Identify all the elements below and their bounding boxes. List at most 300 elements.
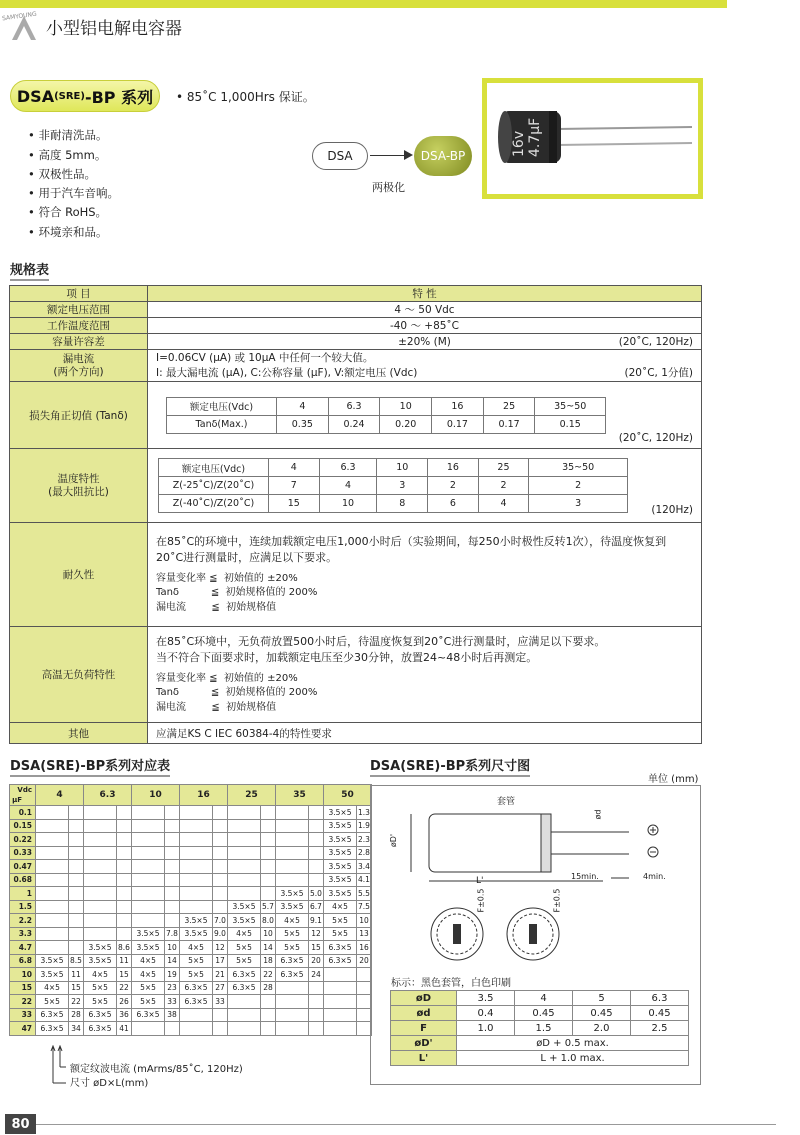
ripple-cell (117, 873, 132, 887)
size-cell (180, 846, 213, 860)
size-cell (180, 873, 213, 887)
cell: 0.45 (573, 1006, 631, 1021)
cell: 25 (483, 397, 535, 415)
cell: 3 (529, 495, 628, 513)
ripple-cell (69, 833, 84, 847)
table-row (10, 318, 702, 334)
cell: 10 (377, 459, 428, 477)
row-value (148, 382, 702, 449)
size-cell (228, 995, 261, 1009)
size-cell (84, 833, 117, 847)
cell: 2.5 (631, 1021, 689, 1036)
size-cell (132, 873, 165, 887)
header-item: 项 目 (10, 286, 148, 302)
table-row (10, 968, 372, 982)
cell: 35~50 (535, 397, 606, 415)
size-cell: 4×5 (228, 927, 261, 941)
ripple-cell (213, 873, 228, 887)
ripple-cell: 1.9 (357, 819, 372, 833)
size-cell: 6.3×5 (132, 1008, 165, 1022)
capacitance-cell: 2.2 (10, 914, 36, 928)
capacitance-cell: 22 (10, 995, 36, 1009)
size-cell: 3.5×5 (132, 941, 165, 955)
ripple-cell: 28 (261, 981, 276, 995)
criteria-line: 容量变化率 ≦ 初始值的 ±20% (156, 672, 298, 684)
ripple-cell (117, 846, 132, 860)
spec-section-title: 规格表 (10, 259, 49, 281)
cell: 4 (478, 495, 529, 513)
ripple-cell (117, 900, 132, 914)
ripple-cell (309, 1022, 324, 1036)
ripple-cell (69, 900, 84, 914)
ripple-cell: 24 (309, 968, 324, 982)
table-row (10, 1022, 372, 1036)
ripple-cell (165, 833, 180, 847)
ripple-cell (213, 887, 228, 901)
size-cell: 3.5×5 (84, 954, 117, 968)
size-cell: 3.5×5 (324, 860, 357, 874)
cell: øD + 0.5 max. (457, 1036, 689, 1051)
ripple-cell (309, 846, 324, 860)
criteria-line: 漏电流 ≦ 初始规格值 (156, 701, 277, 713)
size-cell: 5×5 (276, 941, 309, 955)
row-value: -40 ～ +85˚C (148, 318, 702, 334)
table-row (391, 1021, 689, 1036)
table-row (10, 723, 702, 744)
table-row (10, 860, 372, 874)
ripple-cell (69, 819, 84, 833)
size-cell (276, 1022, 309, 1036)
cell: Z(-40˚C)/Z(20˚C) (159, 495, 269, 513)
cell: 8 (377, 495, 428, 513)
table-row (10, 833, 372, 847)
ripple-cell (261, 819, 276, 833)
capacitance-cell: 0.1 (10, 806, 36, 820)
photo-marking: 16v 4.7µF (511, 117, 543, 157)
ripple-cell: 7.8 (165, 927, 180, 941)
ripple-cell: 14 (165, 954, 180, 968)
cell: 10 (380, 397, 432, 415)
size-cell (36, 927, 69, 941)
corner-uf: µF (12, 796, 22, 804)
ripple-cell: 12 (213, 941, 228, 955)
ripple-cell: 15 (117, 968, 132, 982)
row-label: 工作温度范围 (10, 318, 148, 334)
ripple-cell (117, 914, 132, 928)
size-cell (36, 900, 69, 914)
ripple-cell (117, 927, 132, 941)
length-label: L' (476, 876, 484, 886)
capacitance-cell: 6.8 (10, 954, 36, 968)
cell: 2 (529, 477, 628, 495)
size-cell (36, 833, 69, 847)
row-label: 其他 (10, 723, 148, 744)
ripple-cell (165, 860, 180, 874)
ripple-cell: 10 (261, 927, 276, 941)
ripple-cell (213, 900, 228, 914)
endurance-paragraph: 在85˚C的环境中，连续加载额定电压1,000小时后（实验期间，每250小时极性反转1次），待温度恢复到20˚C进行测量时，应满足以下要求。 (156, 534, 667, 564)
cell: 1.5 (515, 1021, 573, 1036)
table-row (10, 900, 372, 914)
ripple-cell (213, 1022, 228, 1036)
page-heading: 小型铝电解电容器 (46, 19, 182, 39)
ripple-cell (117, 806, 132, 820)
flow-dsa-node: DSA (312, 142, 368, 170)
size-cell: 6.3×5 (324, 954, 357, 968)
capacitance-cell: 0.15 (10, 819, 36, 833)
voltage-header: 10 (132, 785, 180, 806)
size-cell (180, 887, 213, 901)
dimension-drawing (371, 786, 700, 986)
legend-size: 尺寸 øD×L(mm) (70, 1078, 149, 1089)
table-row (10, 873, 372, 887)
table-row (10, 449, 702, 523)
size-cell: 6.3×5 (36, 1008, 69, 1022)
series-main: DSA (16, 86, 55, 106)
criteria-line: Tanδ ≦ 初始规格值的 200% (156, 687, 318, 699)
ripple-cell (261, 860, 276, 874)
diameter-label: øD' (389, 833, 399, 848)
ripple-cell (261, 1008, 276, 1022)
ripple-cell: 20 (309, 954, 324, 968)
row-value (148, 334, 702, 350)
size-cell: 6.3×5 (228, 981, 261, 995)
ripple-cell: 5.0 (309, 887, 324, 901)
size-cell: 5×5 (228, 941, 261, 955)
size-cell: 6.3×5 (36, 1022, 69, 1036)
size-cell: 3.5×5 (276, 887, 309, 901)
cell: Tanδ(Max.) (167, 415, 277, 433)
size-cell (84, 914, 117, 928)
size-cell (324, 981, 357, 995)
cell: 0.45 (631, 1006, 689, 1021)
page-number: 80 (5, 1114, 36, 1134)
table-row (391, 991, 689, 1006)
capacitance-cell: 0.33 (10, 846, 36, 860)
ripple-cell (69, 860, 84, 874)
ripple-cell (213, 860, 228, 874)
cell: 6 (428, 495, 479, 513)
table-row (391, 1006, 689, 1021)
ripple-cell: 6.7 (309, 900, 324, 914)
row-label: 额定电压范围 (10, 302, 148, 318)
capacitance-cell: 0.68 (10, 873, 36, 887)
ripple-cell (165, 846, 180, 860)
feature-item: • 非耐清洗品。 (28, 128, 108, 142)
ripple-cell (261, 846, 276, 860)
lead-min-label: 15min. (571, 872, 599, 881)
capacitance-cell: 3.3 (10, 927, 36, 941)
cell: 6.3 (319, 459, 377, 477)
size-cell: 6.3×5 (324, 941, 357, 955)
row-value: 应满足KS C IEC 60384-4的特性要求 (148, 723, 702, 744)
size-cell (276, 873, 309, 887)
ripple-cell: 20 (357, 954, 372, 968)
size-cell (84, 927, 117, 941)
size-cell (180, 860, 213, 874)
table-row (391, 1036, 689, 1051)
ripple-cell: 4.1 (357, 873, 372, 887)
ripple-cell (117, 887, 132, 901)
row-value (148, 627, 702, 723)
ripple-cell: 33 (165, 995, 180, 1009)
size-cell: 3.5×5 (180, 914, 213, 928)
ripple-cell (69, 887, 84, 901)
cell: 16 (428, 459, 479, 477)
leak-legend: I: 最大漏电流 (µA), C:公称容量 (µF), V:额定电压 (Vdc) (156, 366, 418, 379)
size-cell: 6.3×5 (84, 1008, 117, 1022)
size-cell (228, 1022, 261, 1036)
size-cell (276, 860, 309, 874)
size-cell: 3.5×5 (324, 806, 357, 820)
size-cell (36, 941, 69, 955)
cell: 0.15 (535, 415, 606, 433)
size-cell (36, 806, 69, 820)
capacitance-cell: 10 (10, 968, 36, 982)
ripple-cell: 9.0 (213, 927, 228, 941)
feature-item: • 符合 RoHS。 (28, 205, 108, 219)
size-cell: 4×5 (132, 954, 165, 968)
size-cell: 3.5×5 (132, 927, 165, 941)
size-cell: 4×5 (180, 941, 213, 955)
tolerance-value: ±20% (M) (398, 335, 451, 348)
condition-note: (20˚C, 120Hz) (618, 432, 693, 444)
ripple-cell: 21 (213, 968, 228, 982)
size-cell: 3.5×5 (324, 833, 357, 847)
ripple-cell (261, 806, 276, 820)
ripple-cell: 26 (117, 995, 132, 1009)
size-cell: 5×5 (132, 995, 165, 1009)
shelf-paragraph: 在85˚C环境中，无负荷放置500小时后，待温度恢复到20˚C进行测量时，应满足以下要求。 (156, 634, 606, 648)
size-cell: 3.5×5 (324, 819, 357, 833)
table-row (10, 785, 372, 806)
ripple-cell (309, 1008, 324, 1022)
cell: øD (391, 991, 457, 1006)
ripple-cell: 7.5 (357, 900, 372, 914)
cell: 0.24 (328, 415, 380, 433)
size-cell: 5×5 (132, 981, 165, 995)
cell: 0.35 (277, 415, 329, 433)
ripple-cell (309, 995, 324, 1009)
capacitance-cell: 0.22 (10, 833, 36, 847)
size-cell: 5×5 (276, 927, 309, 941)
cell: F (391, 1021, 457, 1036)
capacitance-cell: 15 (10, 981, 36, 995)
corner-cell (10, 785, 36, 806)
condition-note: (20˚C, 1分值) (624, 366, 693, 379)
size-cell (132, 900, 165, 914)
capacitance-cell: 0.47 (10, 860, 36, 874)
lead-diameter-label: ød (593, 809, 603, 820)
flow-dsabp-node: DSA-BP (414, 136, 472, 176)
size-cell: 6.3×5 (84, 1022, 117, 1036)
size-cell: 6.3×5 (276, 954, 309, 968)
ripple-cell: 22 (117, 981, 132, 995)
size-cell (84, 806, 117, 820)
size-cell: 3.5×5 (324, 846, 357, 860)
table-row (10, 941, 372, 955)
feature-item: • 环境亲和品。 (28, 225, 108, 239)
tan-table (166, 397, 606, 434)
row-label: 漏电流 (两个方向) (10, 350, 148, 382)
cell: 2 (478, 477, 529, 495)
ripple-cell: 9.1 (309, 914, 324, 928)
size-cell: 3.5×5 (324, 873, 357, 887)
ripple-cell (309, 873, 324, 887)
cell: 额定电压(Vdc) (159, 459, 269, 477)
size-cell (180, 900, 213, 914)
ripple-cell (165, 873, 180, 887)
table-row (10, 382, 702, 449)
ripple-cell: 11 (69, 968, 84, 982)
cell: 0.17 (483, 415, 535, 433)
size-cell (132, 1022, 165, 1036)
ripple-cell: 11 (117, 954, 132, 968)
ripple-cell: 10 (357, 914, 372, 928)
cell: 3.5 (457, 991, 515, 1006)
ripple-cell: 22 (261, 968, 276, 982)
size-cell (180, 806, 213, 820)
size-cell (132, 887, 165, 901)
spec-table (9, 285, 702, 744)
ripple-cell (261, 873, 276, 887)
row-label: 损失角正切值 (Tanδ) (10, 382, 148, 449)
size-cell (228, 833, 261, 847)
top-accent-bar (0, 0, 727, 8)
size-cell (84, 860, 117, 874)
size-cell: 4×5 (84, 968, 117, 982)
size-cell (276, 819, 309, 833)
cell: øD' (391, 1036, 457, 1051)
corner-vdc: Vdc (17, 786, 32, 794)
ripple-cell (309, 860, 324, 874)
series-tail: -BP 系列 (84, 87, 154, 107)
size-cell: 4×5 (276, 914, 309, 928)
ripple-cell (117, 860, 132, 874)
series-sub: (SRE) (54, 90, 85, 102)
table-row (10, 350, 702, 382)
size-cell: 6.3×5 (228, 968, 261, 982)
row-label: 耐久性 (10, 523, 148, 627)
size-cell (36, 846, 69, 860)
table-row (10, 627, 702, 723)
ripple-cell: 33 (213, 995, 228, 1009)
size-cell (132, 833, 165, 847)
size-cell: 4×5 (132, 968, 165, 982)
cell: 35~50 (529, 459, 628, 477)
ripple-cell: 19 (165, 968, 180, 982)
ripple-cell (69, 941, 84, 955)
ripple-cell (69, 927, 84, 941)
ripple-cell (213, 806, 228, 820)
size-cell: 3.5×5 (324, 887, 357, 901)
ripple-cell: 27 (213, 981, 228, 995)
size-cell (132, 819, 165, 833)
cross-ref-table (9, 784, 372, 1036)
ripple-cell: 41 (117, 1022, 132, 1036)
row-value (148, 449, 702, 523)
ripple-cell: 36 (117, 1008, 132, 1022)
condition-note: (20˚C, 120Hz) (618, 335, 693, 348)
table-row (10, 286, 702, 302)
header-characteristics: 特 性 (148, 286, 702, 302)
ripple-cell (309, 819, 324, 833)
footer-divider (36, 1124, 776, 1125)
size-cell (36, 873, 69, 887)
ripple-cell: 5.7 (261, 900, 276, 914)
size-cell (84, 819, 117, 833)
size-cell (180, 819, 213, 833)
cell: 0.17 (432, 415, 484, 433)
table-row (391, 1051, 689, 1066)
feature-item: • 高度 5mm。 (28, 148, 107, 162)
ripple-cell (117, 819, 132, 833)
table-row (10, 846, 372, 860)
ripple-cell (69, 806, 84, 820)
ripple-cell: 3.4 (357, 860, 372, 874)
ripple-cell: 7.0 (213, 914, 228, 928)
feature-item: • 用于汽车音响。 (28, 186, 119, 200)
cell: 15 (269, 495, 320, 513)
table-row (10, 302, 702, 318)
feature-item: • 双极性品。 (28, 167, 96, 181)
table-row (10, 927, 372, 941)
cell: 0.45 (515, 1006, 573, 1021)
cell: 4 (515, 991, 573, 1006)
dimension-title: DSA(SRE)-BP系列尺寸图 (370, 755, 530, 777)
ripple-cell (261, 1022, 276, 1036)
legend-arrows-icon (50, 1045, 66, 1085)
size-cell (180, 1022, 213, 1036)
size-cell: 6.3×5 (276, 968, 309, 982)
ripple-cell: 22 (69, 995, 84, 1009)
ripple-cell: 16 (357, 941, 372, 955)
capacitance-cell: 4.7 (10, 941, 36, 955)
size-cell (36, 887, 69, 901)
ripple-cell: 8.6 (117, 941, 132, 955)
criteria-line: Tanδ ≦ 初始规格值的 200% (156, 587, 318, 599)
size-cell (36, 914, 69, 928)
sleeve-label: 套管 (497, 797, 516, 807)
temp-table (158, 458, 628, 513)
voltage-header: 35 (276, 785, 324, 806)
size-cell (36, 860, 69, 874)
cell: 2.0 (573, 1021, 631, 1036)
size-cell (276, 846, 309, 860)
pitch-label: F±0.5 (552, 888, 562, 913)
ripple-cell: 10 (165, 941, 180, 955)
table-row (10, 1008, 372, 1022)
size-cell (228, 887, 261, 901)
size-cell (324, 968, 357, 982)
size-cell (84, 846, 117, 860)
row-label: 温度特性 (最大阻抗比) (10, 449, 148, 523)
cell: 6.3 (631, 991, 689, 1006)
ripple-cell (165, 806, 180, 820)
condition-note: (120Hz) (651, 504, 693, 516)
size-cell: 3.5×5 (228, 914, 261, 928)
ripple-cell (261, 995, 276, 1009)
size-cell: 5×5 (84, 995, 117, 1009)
size-cell (84, 900, 117, 914)
size-cell (276, 833, 309, 847)
cell: 0.4 (457, 1006, 515, 1021)
capacitance-cell: 47 (10, 1022, 36, 1036)
ripple-cell (213, 833, 228, 847)
cell: 4 (277, 397, 329, 415)
cell: 0.20 (380, 415, 432, 433)
cell: 2 (428, 477, 479, 495)
